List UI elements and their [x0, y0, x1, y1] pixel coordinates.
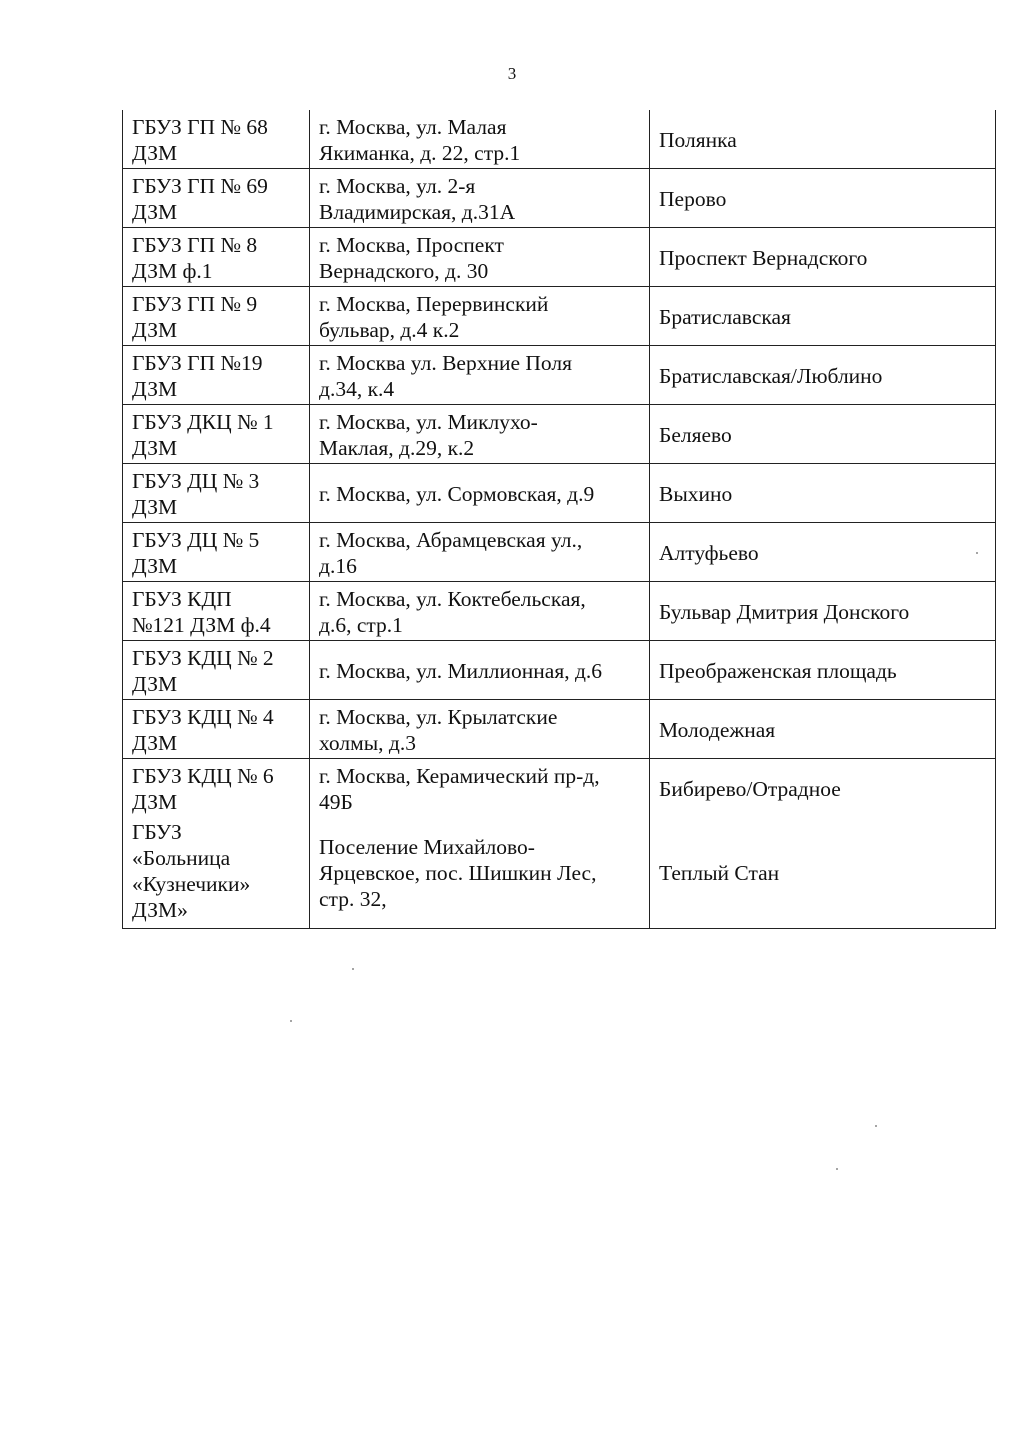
- metro-name: Теплый Стан: [659, 860, 780, 885]
- metro-cell: [650, 346, 996, 405]
- address-cell: [310, 759, 650, 818]
- scan-speck: [352, 968, 354, 970]
- metro-name: Бибирево/Отрадное: [659, 776, 841, 801]
- org-name: ГБУЗ ГП № 69 ДЗМ: [132, 174, 268, 224]
- scan-speck: [290, 1020, 292, 1022]
- metro-name: Полянка: [659, 127, 737, 152]
- table-row: [123, 641, 996, 700]
- address-text: г. Москва, ул. Малая Якиманка, д. 22, стр.1: [319, 114, 521, 165]
- org-name: ГБУЗ ГП №19 ДЗМ: [132, 351, 263, 401]
- org-cell: [123, 700, 310, 759]
- org-name: ГБУЗ ГП № 68 ДЗМ: [132, 115, 268, 165]
- metro-cell: [650, 817, 996, 928]
- table-row: [123, 464, 996, 523]
- address-cell: [310, 817, 650, 928]
- metro-cell: [650, 641, 996, 700]
- address-cell: [310, 582, 650, 641]
- scan-speck: [836, 1168, 838, 1170]
- address-text: г. Москва, ул. Коктебельская, д.6, стр.1: [319, 586, 586, 637]
- address-cell: [310, 464, 650, 523]
- org-name: ГБУЗ ДЦ № 5 ДЗМ: [132, 528, 260, 578]
- table-row: [123, 287, 996, 346]
- address-cell: [310, 405, 650, 464]
- address-text: г. Москва, ул. Миллионная, д.6: [319, 658, 603, 683]
- org-name: ГБУЗ КДЦ № 6 ДЗМ: [132, 764, 274, 814]
- metro-name: Выхино: [659, 481, 733, 506]
- org-cell: [123, 287, 310, 346]
- table-row: [123, 405, 996, 464]
- org-name: ГБУЗ КДП №121 ДЗМ ф.4: [132, 587, 271, 637]
- org-name: ГБУЗ ГП № 9 ДЗМ: [132, 292, 258, 342]
- table-row: [123, 523, 996, 582]
- org-cell: [123, 464, 310, 523]
- metro-name: Молодежная: [659, 717, 776, 742]
- table-row: [123, 346, 996, 405]
- clinics-table: [122, 110, 996, 929]
- metro-name: Братиславская/Люблино: [659, 363, 883, 388]
- table-row: [123, 582, 996, 641]
- metro-cell: [650, 287, 996, 346]
- org-cell: [123, 405, 310, 464]
- org-name: ГБУЗ ДКЦ № 1 ДЗМ: [132, 410, 274, 460]
- address-text: г. Москва, ул. Миклухо- Маклая, д.29, к.2: [319, 409, 538, 460]
- metro-name: Бульвар Дмитрия Донского: [659, 599, 910, 624]
- org-cell: [123, 228, 310, 287]
- page-number: 3: [507, 64, 517, 83]
- scan-speck: [875, 1125, 877, 1127]
- address-cell: [310, 700, 650, 759]
- metro-cell: [650, 523, 996, 582]
- address-text: г. Москва, Перервинский бульвар, д.4 к.2: [319, 291, 549, 342]
- metro-cell: [650, 169, 996, 228]
- org-name: ГБУЗ ГП № 8 ДЗМ ф.1: [132, 233, 258, 283]
- org-cell: [123, 523, 310, 582]
- metro-name: Беляево: [659, 422, 732, 447]
- metro-cell: [650, 700, 996, 759]
- table-row: [123, 169, 996, 228]
- metro-cell: [650, 405, 996, 464]
- org-cell: [123, 641, 310, 700]
- address-text: г. Москва, Проспект Вернадского, д. 30: [319, 232, 504, 283]
- address-cell: [310, 228, 650, 287]
- address-cell: [310, 523, 650, 582]
- address-text: Поселение Михайлово- Ярцевское, пос. Шишкин Лес, стр. 32,: [319, 834, 597, 911]
- table-row: [123, 228, 996, 287]
- address-cell: [310, 346, 650, 405]
- org-cell: [123, 346, 310, 405]
- address-text: г. Москва, ул. 2-я Владимирская, д.31А: [319, 173, 516, 224]
- table-row: [123, 817, 996, 928]
- org-name: ГБУЗ КДЦ № 2 ДЗМ: [132, 646, 274, 696]
- address-text: г. Москва ул. Верхние Поля д.34, к.4: [319, 350, 572, 401]
- org-name: ГБУЗ «Больница «Кузнечики» ДЗМ»: [132, 820, 251, 922]
- metro-cell: [650, 110, 996, 169]
- metro-name: Алтуфьево: [659, 540, 759, 565]
- metro-cell: [650, 464, 996, 523]
- address-text: г. Москва, ул. Сормовская, д.9: [319, 481, 595, 506]
- org-name: ГБУЗ ДЦ № 3 ДЗМ: [132, 469, 260, 519]
- address-cell: [310, 110, 650, 169]
- org-cell: [123, 110, 310, 169]
- table-row: [123, 110, 996, 169]
- address-text: г. Москва, Абрамцевская ул., д.16: [319, 527, 583, 578]
- metro-cell: [650, 759, 996, 818]
- org-cell: [123, 582, 310, 641]
- metro-name: Проспект Вернадского: [659, 245, 868, 270]
- metro-name: Преображенская площадь: [659, 658, 897, 683]
- scan-speck: [976, 552, 978, 554]
- metro-cell: [650, 582, 996, 641]
- metro-cell: [650, 228, 996, 287]
- table-row: [123, 700, 996, 759]
- org-name: ГБУЗ КДЦ № 4 ДЗМ: [132, 705, 274, 755]
- org-cell: [123, 169, 310, 228]
- metro-name: Братиславская: [659, 304, 791, 329]
- address-cell: [310, 169, 650, 228]
- metro-name: Перово: [659, 186, 727, 211]
- address-text: г. Москва, Керамический пр-д, 49Б: [319, 763, 600, 814]
- address-cell: [310, 287, 650, 346]
- org-cell: [123, 759, 310, 818]
- org-cell: [123, 817, 310, 928]
- address-text: г. Москва, ул. Крылатские холмы, д.3: [319, 704, 558, 755]
- address-cell: [310, 641, 650, 700]
- table-row: [123, 759, 996, 818]
